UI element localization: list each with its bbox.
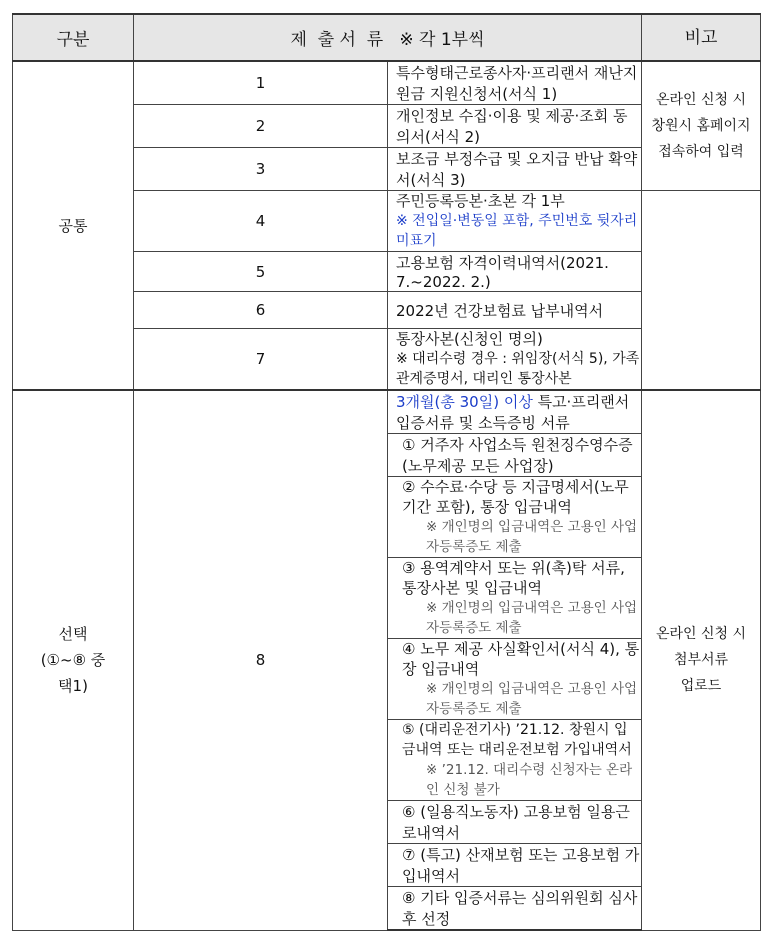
intro-highlight: 3개월(총 30일) 이상 [396, 393, 533, 411]
table-row [13, 61, 761, 105]
row-number: 8 [134, 390, 388, 930]
document-item: ⑥ (일용직노동자) 고용보험 일용근로내역서 [388, 801, 642, 844]
document-table-wrapper [12, 13, 761, 931]
note-line: 첨부서류 [673, 652, 729, 669]
row-number: 3 [134, 148, 388, 191]
document-item [388, 639, 642, 720]
row-number: 2 [134, 105, 388, 148]
category-select [13, 390, 134, 930]
table-row [13, 390, 761, 434]
note-line: 업로드 [680, 678, 722, 695]
row-number: 5 [134, 252, 388, 292]
document-item [388, 477, 642, 558]
document-item: 고용보험 자격이력내역서(2021. 7.~2022. 2.) [388, 252, 642, 292]
category-line: (①~⑧ 중 [40, 651, 106, 670]
header-category: 구분 [13, 14, 134, 61]
category-common: 공통 [13, 61, 134, 390]
document-note: ※ 개인명의 입금내역은 고용인 사업자등록증도 제출 [426, 681, 638, 717]
note-line: 온라인 신청 시 [655, 626, 747, 643]
row-number: 7 [134, 329, 388, 391]
intro-text: 특고·프리랜서 입증서류 및 소득증빙 서류 [396, 393, 630, 432]
header-documents: 제 출 서 류 ※ 각 1부씩 [134, 14, 642, 61]
document-item: 특수형태근로종사자·프리랜서 재난지원금 지원신청서(서식 1) [388, 61, 642, 105]
document-item: ⑦ (특고) 산재보험 또는 고용보험 가입내역서 [388, 844, 642, 887]
document-text: ④ 노무 제공 사실확인서(서식 4), 통장 입금내역 [402, 640, 640, 678]
document-item: ⑧ 기타 입증서류는 심의위원회 심사 후 선정 [388, 887, 642, 931]
row-number: 4 [134, 191, 388, 252]
document-item: ① 거주자 사업소득 원천징수영수증(노무제공 모든 사업장) [388, 434, 642, 477]
select-intro [388, 390, 642, 434]
document-item [388, 329, 642, 391]
note-line: 창원시 홈페이지 [651, 118, 751, 134]
document-note: ※ 개인명의 입금내역은 고용인 사업자등록증도 제출 [426, 600, 638, 636]
table-header-row [13, 14, 761, 61]
document-item: 개인정보 수집·이용 및 제공·조회 동의서(서식 2) [388, 105, 642, 148]
document-item: 2022년 건강보험료 납부내역서 [388, 292, 642, 329]
submission-documents-table [12, 13, 761, 931]
category-line: 선택 [58, 625, 88, 644]
document-text: ⑤ (대리운전기사) ’21.12. 창원시 입금내역 또는 대리운전보험 가입내역서 [402, 722, 632, 758]
document-item [388, 558, 642, 639]
document-note: ※ 전입일·변동일 포함, 주민번호 뒷자리 미표기 [396, 213, 638, 249]
note-line: 온라인 신청 시 [655, 92, 747, 108]
document-item [388, 191, 642, 252]
note-empty [642, 191, 761, 391]
row-number: 1 [134, 61, 388, 105]
note-online-upload [642, 390, 761, 930]
row-number: 6 [134, 292, 388, 329]
document-text: 주민등록등본·초본 각 1부 [396, 192, 565, 210]
note-line: 접속하여 입력 [658, 144, 744, 160]
document-note: ※ ’21.12. 대리수령 신청자는 온라인 신청 불가 [426, 762, 633, 798]
document-text: 통장사본(신청인 명의) [396, 330, 543, 348]
document-item [388, 720, 642, 801]
document-note: ※ 대리수령 경우 : 위임장(서식 5), 가족관계증명서, 대리인 통장사본 [396, 351, 640, 387]
document-text: ③ 용역계약서 또는 위(촉)탁 서류, 통장사본 및 입금내역 [402, 559, 625, 597]
document-note: ※ 개인명의 입금내역은 고용인 사업자등록증도 제출 [426, 519, 638, 555]
document-text: ② 수수료·수당 등 지급명세서(노무기간 포함), 통장 입금내역 [402, 478, 629, 516]
document-item: 보조금 부정수급 및 오지급 반납 확약서(서식 3) [388, 148, 642, 191]
note-online-input [642, 61, 761, 191]
header-note: 비고 [642, 14, 761, 61]
category-line: 택1) [58, 677, 88, 696]
